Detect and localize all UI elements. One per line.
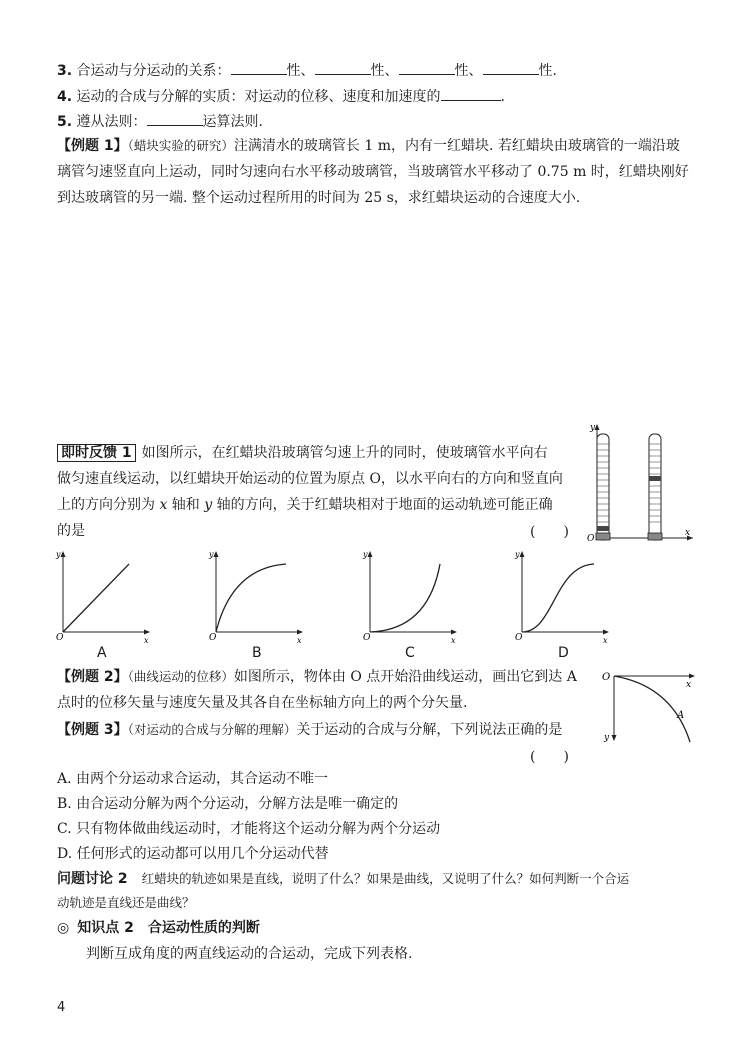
item-5-num: 5. <box>57 114 73 130</box>
knowledge-point-2-title: 知识点 2 合运动性质的判断 <box>77 920 260 936</box>
example-3-option-d[interactable]: D. 任何形式的运动都可以用几个分运动代替 <box>57 846 329 862</box>
graph-a[interactable] <box>55 548 155 645</box>
tube-figure-x-label: x <box>685 528 691 538</box>
graph-d-x-label: x <box>603 636 608 645</box>
blank-6[interactable] <box>147 111 203 126</box>
page-number: 4 <box>57 1000 66 1015</box>
graph-d-o-label: O <box>515 633 523 643</box>
example-1-line-2: 璃管匀速竖直向上运动，同时匀速向右水平移动玻璃管，当玻璃管水平移动了 0.75 m 时，红蜡块刚好 <box>57 164 689 180</box>
item-3 <box>57 60 557 81</box>
item-3-text: 合运动与分运动的关系： <box>76 63 231 79</box>
example-3-answer-paren[interactable]: ( ) <box>530 749 569 765</box>
graph-b-x-label: x <box>297 636 302 645</box>
curve-figure-y-label: y <box>604 733 610 743</box>
item-3-s1: 性、 <box>286 63 315 79</box>
graph-b-curve <box>216 564 286 632</box>
item-3-s3: 性、 <box>454 63 483 79</box>
example-3-topic: （对运动的合成与分解的理解） <box>127 722 297 737</box>
example-1-text-1: 注满清水的玻璃管长 1 m，内有一红蜡块. 若红蜡块由玻璃管的一端沿玻 <box>233 138 680 154</box>
example-3-line-1 <box>57 720 562 740</box>
discussion-2-line-1 <box>57 869 629 889</box>
knowledge-point-2-body: 判断互成角度的两直线运动的合运动，完成下列表格. <box>86 946 413 962</box>
example-3-option-c[interactable]: C. 只有物体做曲线运动时，才能将这个运动分解为两个分运动 <box>57 821 441 837</box>
feedback-1-y: y <box>204 497 213 513</box>
item-5-end: 运算法则. <box>202 114 263 130</box>
graph-c[interactable] <box>362 548 462 645</box>
graph-d[interactable] <box>514 548 614 645</box>
wax-block-right <box>649 476 661 481</box>
example-1-tag: 【例题 1】 <box>57 138 128 154</box>
option-a-label[interactable]: A <box>97 645 107 661</box>
tube-right-stopper <box>648 533 662 540</box>
discussion-2-line-2: 动轨迹是直线还是曲线？ <box>57 895 195 910</box>
graph-d-curve <box>522 564 594 632</box>
graph-c-x-label: x <box>451 636 456 645</box>
circle-bullet-icon: ◎ <box>57 920 70 936</box>
blank-1[interactable] <box>231 60 287 75</box>
blank-5[interactable] <box>441 86 501 101</box>
tube-figure-o-label: O <box>587 534 595 544</box>
feedback-1-line-2: 做匀速直线运动，以红蜡块开始运动的位置为原点 O，以水平向右的方向和竖直向 <box>57 471 563 487</box>
blank-4[interactable] <box>483 60 539 75</box>
feedback-1-text-3b: 轴和 <box>167 497 205 513</box>
trajectory-curve <box>614 676 690 742</box>
graph-a-curve <box>63 564 129 632</box>
graph-a-o-label: O <box>56 633 64 643</box>
item-4 <box>57 86 505 107</box>
feedback-1-line-4: 的是 <box>57 523 85 539</box>
example-3-option-b[interactable]: B. 由合运动分解为两个分运动，分解方法是唯一确定的 <box>57 796 399 812</box>
feedback-1-line-1 <box>57 443 548 463</box>
graph-a-y-label: y <box>56 550 61 559</box>
example-2-tag: 【例题 2】 <box>57 669 128 685</box>
feedback-1-text-1: 如图所示，在红蜡块沿玻璃管匀速上升的同时，使玻璃管水平向右 <box>141 445 548 461</box>
graph-c-y-label: y <box>363 550 368 559</box>
wax-block-left <box>597 526 609 531</box>
tube-left-stopper <box>596 533 610 540</box>
blank-2[interactable] <box>315 60 371 75</box>
example-2-line-1 <box>57 667 577 687</box>
feedback-1-answer-paren[interactable]: ( ) <box>530 524 569 540</box>
feedback-1-line-3 <box>57 495 553 515</box>
example-2-topic: （曲线运动的位移） <box>127 669 234 684</box>
item-5-text: 遵从法则： <box>76 114 147 130</box>
item-4-end: . <box>500 89 505 105</box>
item-5 <box>57 111 263 132</box>
item-3-s4: 性. <box>538 63 557 79</box>
tube-figure-y-label: y <box>590 423 596 433</box>
blank-3[interactable] <box>399 60 455 75</box>
graph-b[interactable] <box>208 548 308 645</box>
curve-figure <box>600 668 696 744</box>
graph-c-o-label: O <box>363 633 371 643</box>
example-2-text-1: 如图所示，物体由 O 点开始沿曲线运动，画出它到达 A <box>233 669 577 685</box>
item-4-num: 4. <box>57 89 73 105</box>
curve-figure-x-label: x <box>686 680 692 690</box>
graph-b-y-label: y <box>209 550 214 559</box>
example-3-text-1: 关于运动的合成与分解，下列说法正确的是 <box>296 722 563 738</box>
example-1-line-1 <box>57 136 680 156</box>
option-d-label[interactable]: D <box>558 645 569 661</box>
feedback-1-tag: 即时反馈 1 <box>57 444 136 462</box>
item-4-text: 运动的合成与分解的实质：对运动的位移、速度和加速度的 <box>76 89 441 105</box>
example-3-option-a[interactable]: A. 由两个分运动求合运动，其合运动不唯一 <box>57 771 329 787</box>
example-2-line-2: 点时的位移矢量与速度矢量及其各自在坐标轴方向上的两个分矢量. <box>57 695 468 711</box>
discussion-2-text-1: 红蜡块的轨迹如果是直线，说明了什么？如果是曲线，又说明了什么？如何判断一个合运 <box>141 871 630 886</box>
example-3-tag: 【例题 3】 <box>57 722 128 738</box>
example-1-line-3: 到达玻璃管的另一端. 整个运动过程所用的时间为 25 s，求红蜡块运动的合速度大小. <box>57 190 581 206</box>
curve-figure-o-label: O <box>602 672 611 683</box>
graph-a-x-label: x <box>144 636 149 645</box>
item-3-s2: 性、 <box>370 63 399 79</box>
curve-figure-a-label: A <box>677 710 685 721</box>
graph-d-y-label: y <box>515 550 520 559</box>
graph-c-curve <box>370 564 440 632</box>
feedback-1-x: x <box>159 497 168 513</box>
discussion-2-tag: 问题讨论 2 <box>57 871 128 887</box>
feedback-1-text-3c: 轴的方向，关于红蜡块相对于地面的运动轨迹可能正确 <box>212 497 553 513</box>
tube-figure <box>585 420 695 545</box>
item-3-num: 3. <box>57 63 73 79</box>
example-1-topic: （蜡块实验的研究） <box>127 138 234 153</box>
knowledge-point-2 <box>57 918 260 938</box>
graph-b-o-label: O <box>209 633 217 643</box>
feedback-1-text-3a: 上的方向分别为 <box>57 497 160 513</box>
option-c-label[interactable]: C <box>405 645 415 661</box>
option-b-label[interactable]: B <box>252 645 262 661</box>
